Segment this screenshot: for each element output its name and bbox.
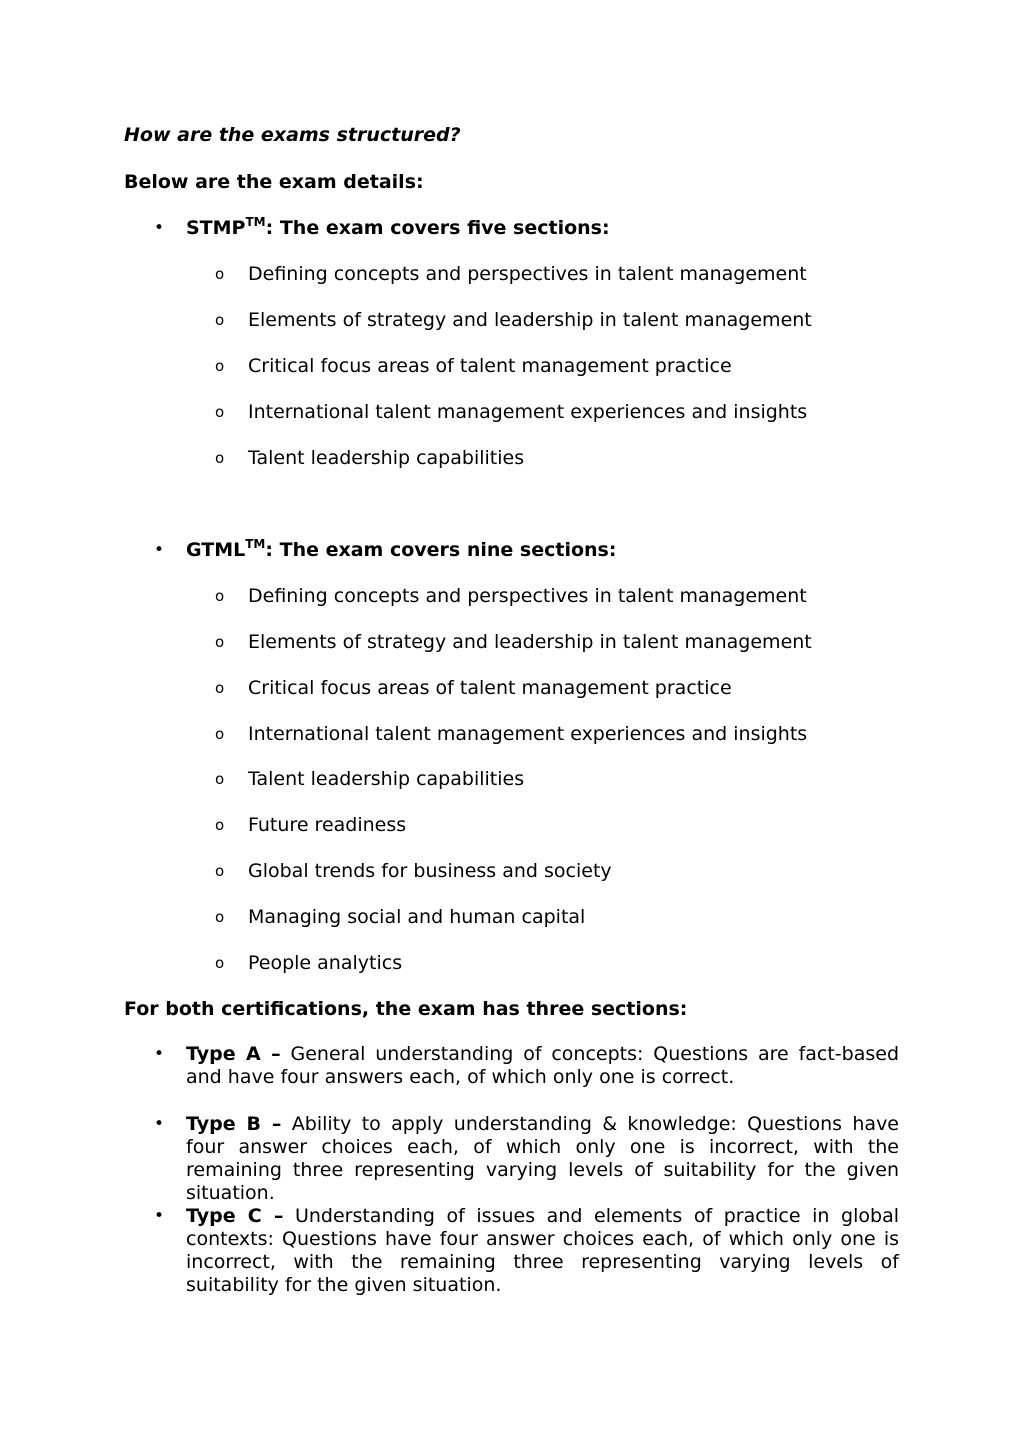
type-c-text: Understanding of issues and elements of practice in global contexts: Questions have four answer choices each, of which only one is incorrect, with the remaining three representing varying levels of suitability for the given situation. bbox=[186, 1205, 899, 1296]
type-b-paragraph bbox=[186, 1113, 899, 1205]
stmp-trademark: TM bbox=[245, 215, 266, 229]
gtml-section-item: Critical focus areas of talent management practice bbox=[248, 677, 732, 699]
type-c-paragraph bbox=[186, 1205, 899, 1297]
sub-bullet-marker: o bbox=[215, 265, 225, 283]
gtml-name: GTML bbox=[186, 539, 246, 561]
bullet-marker: • bbox=[154, 218, 165, 238]
exam-details-heading: Below are the exam details: bbox=[124, 171, 424, 193]
gtml-section-item: People analytics bbox=[248, 952, 403, 974]
sub-bullet-marker: o bbox=[215, 403, 225, 421]
stmp-section-item: Elements of strategy and leadership in talent management bbox=[248, 309, 812, 331]
type-c-label: Type C – bbox=[186, 1205, 284, 1227]
sub-bullet-marker: o bbox=[215, 633, 225, 651]
sub-bullet-marker: o bbox=[215, 357, 225, 375]
sub-bullet-marker: o bbox=[215, 311, 225, 329]
gtml-title bbox=[186, 538, 616, 562]
type-b-text: Ability to apply understanding & knowledge: Questions have four answer choices each, of which only one is incorrect, with the remaining three representing varying levels of suitability for the given situation. bbox=[186, 1113, 899, 1204]
sub-bullet-marker: o bbox=[215, 954, 225, 972]
gtml-section-item: Global trends for business and society bbox=[248, 860, 612, 882]
sub-bullet-marker: o bbox=[215, 679, 225, 697]
stmp-title bbox=[186, 216, 610, 240]
stmp-section-item: Defining concepts and perspectives in talent management bbox=[248, 263, 807, 285]
gtml-title-text: : The exam covers nine sections: bbox=[265, 539, 617, 561]
exam-structure-question: How are the exams structured? bbox=[124, 124, 461, 146]
stmp-title-text: : The exam covers five sections: bbox=[265, 217, 610, 239]
sub-bullet-marker: o bbox=[215, 770, 225, 788]
stmp-name: STMP bbox=[186, 217, 246, 239]
stmp-section-item: Talent leadership capabilities bbox=[248, 447, 525, 469]
type-a-label: Type A – bbox=[186, 1043, 281, 1065]
stmp-section-item: Critical focus areas of talent management practice bbox=[248, 355, 732, 377]
bullet-marker: • bbox=[154, 1044, 165, 1064]
sub-bullet-marker: o bbox=[215, 725, 225, 743]
sub-bullet-marker: o bbox=[215, 862, 225, 880]
sub-bullet-marker: o bbox=[215, 908, 225, 926]
gtml-section-item: Talent leadership capabilities bbox=[248, 768, 525, 790]
bullet-marker: • bbox=[154, 1206, 165, 1226]
bullet-marker: • bbox=[154, 1114, 165, 1134]
gtml-section-item: International talent management experiences and insights bbox=[248, 723, 808, 745]
gtml-section-item: Defining concepts and perspectives in talent management bbox=[248, 585, 807, 607]
type-a-paragraph bbox=[186, 1043, 899, 1089]
gtml-trademark: TM bbox=[245, 537, 266, 551]
gtml-section-item: Future readiness bbox=[248, 814, 407, 836]
gtml-section-item: Managing social and human capital bbox=[248, 906, 586, 928]
sub-bullet-marker: o bbox=[215, 449, 225, 467]
both-certifications-heading: For both certifications, the exam has three sections: bbox=[124, 998, 688, 1020]
gtml-section-item: Elements of strategy and leadership in talent management bbox=[248, 631, 812, 653]
stmp-section-item: International talent management experiences and insights bbox=[248, 401, 808, 423]
type-a-text: General understanding of concepts: Questions are fact-based and have four answers each, of which only one is correct. bbox=[186, 1043, 900, 1088]
sub-bullet-marker: o bbox=[215, 587, 225, 605]
bullet-marker: • bbox=[154, 540, 165, 560]
sub-bullet-marker: o bbox=[215, 816, 225, 834]
type-b-label: Type B – bbox=[186, 1113, 282, 1135]
